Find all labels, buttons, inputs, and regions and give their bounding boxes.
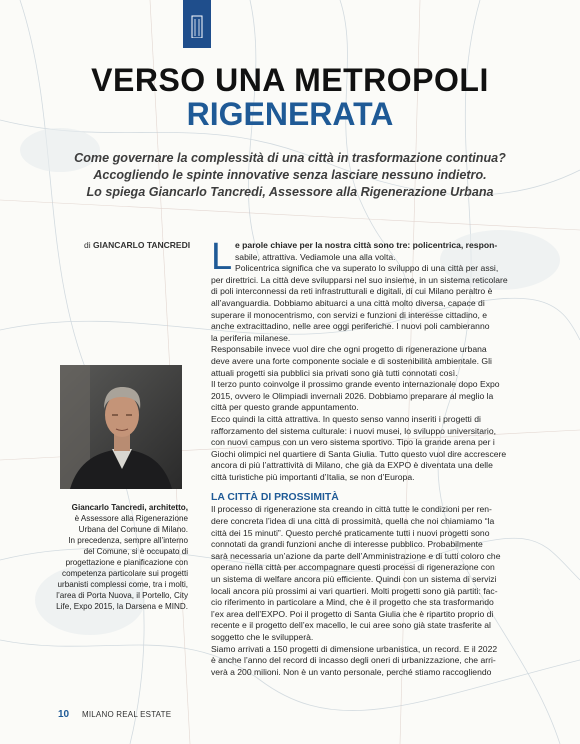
byline-prefix: di — [84, 240, 93, 250]
body-line: Siamo arrivati a 150 progetti di dimensione urbanistica, un record. E il 2022 — [211, 643, 498, 654]
body-line: è anche l’anno del record di incasso degli oneri di urbanizzazione, che arri- — [211, 655, 496, 666]
body-line: e parole chiave per la nostra città sono tre: policentrica, respon- — [235, 240, 498, 250]
body-line: rafforzamento del sistema culturale: i nuovi musei, lo sviluppo universitario, — [211, 425, 496, 436]
caption-line: è Assessore alla Rigenerazione — [74, 514, 188, 523]
body-line: di poli interconnessi da reti infrastrutturali e digitali, di cui Milano peraltro è — [211, 286, 493, 297]
body-line: sarà necessaria un’azione da parte dell’Amministrazione e di tutti coloro che — [211, 550, 501, 561]
caption-line: In precedenza, sempre all’interno — [68, 536, 188, 545]
body-line: dere concreta l’idea di una città di prossimità, quella che noi chiamiamo “la — [211, 516, 495, 527]
body-line: per direttrici. La città deve svilupparsi nel suo insieme, in un sistema reticolare — [211, 274, 508, 285]
article-body — [211, 236, 527, 678]
body-line: anche extracittadino, nelle aree oggi periferiche. I nuovi poli cambieranno — [211, 321, 490, 332]
caption-line: l’area di Porta Nuova, il Portello, City — [56, 591, 188, 600]
body-line: superare il monocentrismo, con servizi e funzioni di interesse cittadino, e — [211, 309, 488, 320]
subtitle-line: Lo spiega Giancarlo Tancredi, Assessore alla Rigenerazione Urbana — [86, 185, 494, 199]
author-portrait — [60, 365, 182, 489]
body-line: Giochi olimpici nel quartiere di Santa Giulia. Tutto questo vuol dire accrescere — [211, 448, 507, 459]
body-line: Ecco quindi la città attrattiva. In questo senso vanno inseriti i progetti di — [211, 413, 481, 424]
body-line: recente e il progetto dell’ex macello, le cui aree sono già state trasferite al — [211, 620, 491, 631]
body-line: ancora di più l’attrattività di Milano, che già da EXPO è diventata una delle — [211, 460, 493, 471]
subtitle-line: Come governare la complessità di una città in trasformazione continua? — [74, 151, 506, 165]
caption-line: del Comune, si è occupato di — [83, 547, 188, 556]
body-line: 2015, ovvero le Olimpiadi invernali 2026. Dobbiamo preparare al meglio la — [211, 390, 494, 401]
magazine-name: MILANO REAL ESTATE — [82, 710, 172, 719]
author-photo — [60, 365, 182, 489]
spacer — [211, 483, 527, 491]
caption-line: Life, Expo 2015, la Darsena e MIND. — [56, 602, 188, 611]
section-tab — [183, 0, 211, 48]
body-line: l’ex area dell’EXPO. Poi il progetto di Santa Giulia che è ripartito proprio di — [211, 608, 494, 619]
body-line: soggetto che le svilupperà. — [211, 632, 314, 642]
photo-caption — [56, 502, 188, 612]
caption-line: competenza particolare sui progetti — [62, 569, 188, 578]
byline-author: GIANCARLO TANCREDI — [92, 240, 191, 250]
body-line: Responsabile invece vuol dire che ogni progetto di rigenerazione urbana — [211, 344, 487, 355]
body-line: deve avere una forte componente sociale e di sostenibilità ambientale. Gli — [211, 355, 492, 366]
article-title-line2: RIGENERATA — [186, 96, 394, 132]
article-title-line1: VERSO UNA METROPOLI — [91, 62, 489, 98]
body-line: verà a 200 milioni. Non è un vanto personale, perché stiamo raccogliendo — [211, 666, 492, 677]
body-line: città dei 15 minuti”. Questo perché praticamente tutti i nuovi progetti sono — [211, 527, 490, 538]
section-heading: LA CITTÀ DI PROSSIMITÀ — [211, 492, 339, 504]
body-line: connotati da grandi funzioni anche di interesse pubblico. Probabilmente — [211, 539, 483, 550]
body-line: con nuovi campus con un vero sistema sportivo. Tipo la grande arena per i — [211, 437, 495, 448]
body-line: operano nella città per accompagnare questi processi di rigenerazione con — [211, 562, 495, 573]
article-subtitle — [50, 150, 530, 201]
body-line: città turistiche più importanti d’Italia, se non d’Europa. — [211, 471, 415, 482]
body-line: Il terzo punto coinvolge il prossimo grande evento internazionale dopo Expo — [211, 379, 500, 390]
body-line: all’avanguardia. Dobbiamo abituarci a una città molto diversa, capace di — [211, 297, 485, 308]
caption-line: progettazione e pianificazione con — [65, 558, 188, 567]
body-line: locali ancora più prossimi ai vari quartieri. Molti progetti sono già partiti: fac- — [211, 585, 498, 596]
body-line: Policentrica significa che va superato lo sviluppo di una città per assi, — [235, 263, 499, 274]
page-number: 10 — [58, 709, 70, 720]
body-line: Il processo di rigenerazione sta creando in città tutte le condizioni per ren- — [211, 504, 492, 515]
body-line: un sistema di welfare ancora più efficiente. Quindi con un sistema di servizi — [211, 574, 497, 585]
building-icon — [191, 14, 203, 38]
body-line: città per questo grande appuntamento. — [211, 402, 359, 413]
body-line: la periferia milanese. — [211, 332, 291, 343]
caption-line: Urbana del Comune di Milano. — [78, 525, 188, 534]
body-line: sabile, attrattiva. Vediamole una alla volta. — [235, 251, 396, 262]
body-line: cio riferimento in particolare a Mind, che è il progetto che sta trasformando — [211, 597, 494, 608]
caption-line: Giancarlo Tancredi, architetto, — [71, 503, 188, 512]
byline — [84, 240, 190, 250]
body-line: attuali progetti sia pubblici sia privati sono già tutti connotati così. — [211, 367, 458, 378]
drop-cap: L — [211, 236, 233, 278]
subtitle-line: Accogliendo le spinte innovative senza lasciare nessuno indietro. — [93, 168, 487, 182]
caption-line: urbanisti complessi come, tra i molti, — [57, 580, 188, 589]
